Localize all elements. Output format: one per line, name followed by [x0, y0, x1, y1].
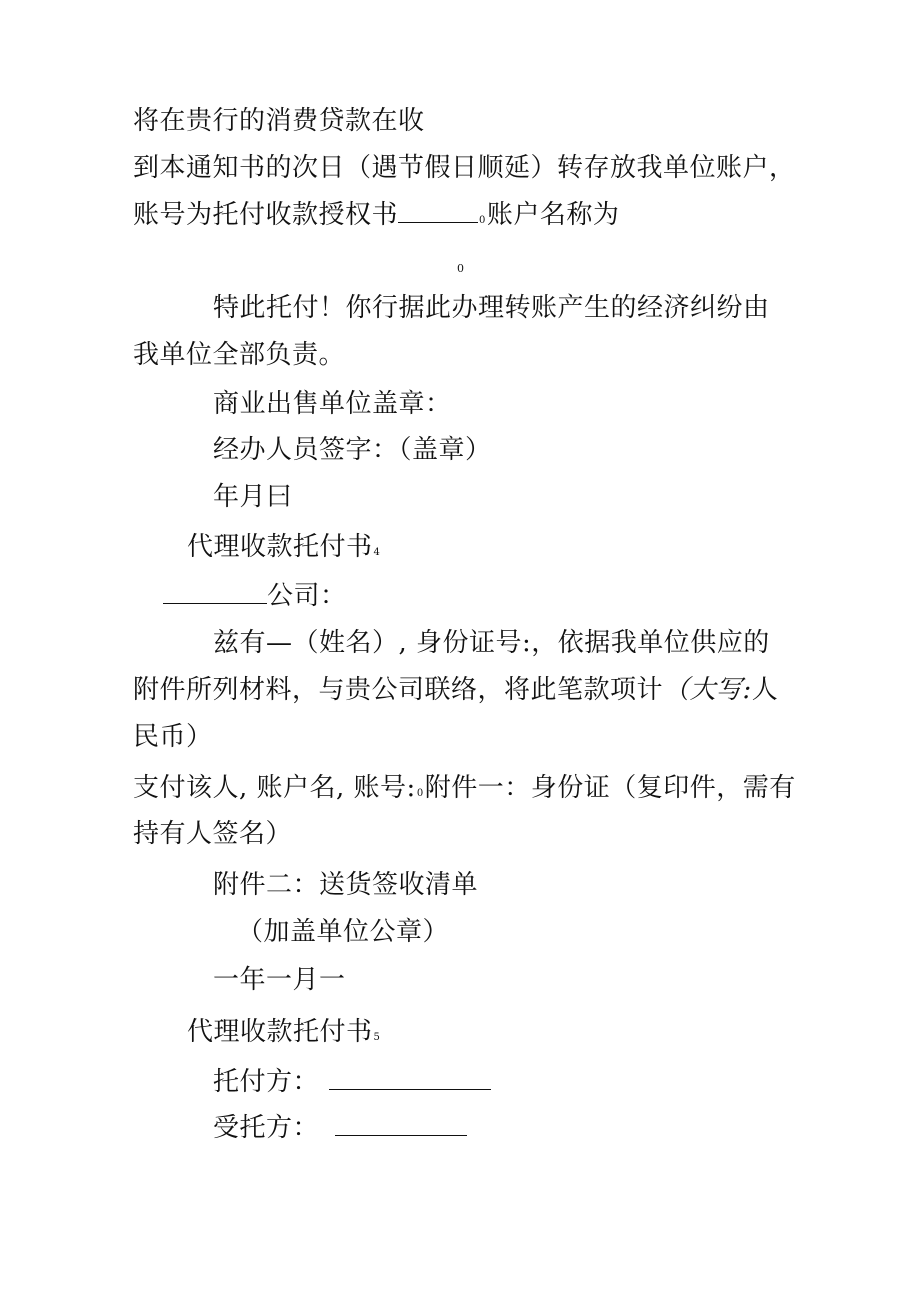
section-title-text: 代理收款托付书 — [187, 532, 373, 562]
paragraph-3-text-end: 人 — [751, 675, 779, 705]
section-number: 5 — [373, 1032, 381, 1043]
date-line-1: 年月曰 — [213, 482, 293, 512]
account-number-label: 账号为托付收款授权书 — [133, 200, 399, 230]
attachment-2: 附件二：送货签收清单 — [213, 870, 479, 900]
paragraph-4-line-2: 持有人签名） — [133, 819, 293, 849]
paragraph-3-line-2 — [133, 674, 778, 706]
paragraph-3-text: 附件所列材料，与贵公司联络，将此笔款项计 — [133, 675, 664, 705]
footnote-mark: 0 — [416, 788, 424, 799]
account-number-blank — [398, 200, 478, 223]
footnote-mark: 0 — [479, 215, 486, 226]
company-line — [163, 580, 347, 612]
section-title-text: 代理收款托付书 — [187, 1017, 373, 1047]
company-label: 公司： — [267, 581, 347, 611]
amount-uppercase-label: （大写: — [663, 675, 752, 705]
principal-line — [213, 1066, 491, 1098]
principal-blank — [329, 1067, 491, 1090]
payment-details-text: 支付该人, 账户名, 账号: — [133, 773, 416, 803]
agent-blank — [335, 1113, 467, 1136]
section-number: 4 — [373, 547, 381, 558]
principal-label: 托付方： — [213, 1067, 320, 1097]
section-title-4 — [187, 531, 381, 569]
paragraph-2-line-2: 我单位全部负责。 — [133, 340, 346, 370]
signature-label: 经办人员签字：（盖章） — [213, 435, 492, 465]
paragraph-1-line-1: 将在贵行的消费贷款在收 — [133, 106, 425, 136]
paragraph-1-line-3 — [133, 199, 619, 237]
account-name-label: 账户名称为 — [486, 200, 620, 230]
paragraph-4-line-1 — [133, 772, 796, 810]
paragraph-3-line-3: 民币） — [133, 722, 213, 752]
seal-label: 商业出售单位盖章： — [213, 389, 452, 419]
company-name-blank — [163, 581, 267, 604]
section-title-5 — [187, 1016, 381, 1054]
attachment-1-text: 附件一：身份证（复印件，需有 — [424, 773, 796, 803]
paragraph-3-line-1: 兹有—（姓名）, 身份证号:，依据我单位供应的 — [213, 628, 770, 658]
paragraph-2-line-1: 特此托付！你行据此办理转账产生的经济纠纷由 — [213, 293, 770, 323]
agent-label: 受托方： — [213, 1113, 320, 1143]
footnote-mark: 0 — [457, 262, 465, 275]
stamp-note: （加盖单位公章） — [237, 917, 450, 947]
agent-line — [213, 1112, 467, 1144]
paragraph-1-line-2: 到本通知书的次日（遇节假日顺延）转存放我单位账户， — [133, 153, 796, 183]
date-line-2: 一年一月一 — [213, 965, 346, 995]
